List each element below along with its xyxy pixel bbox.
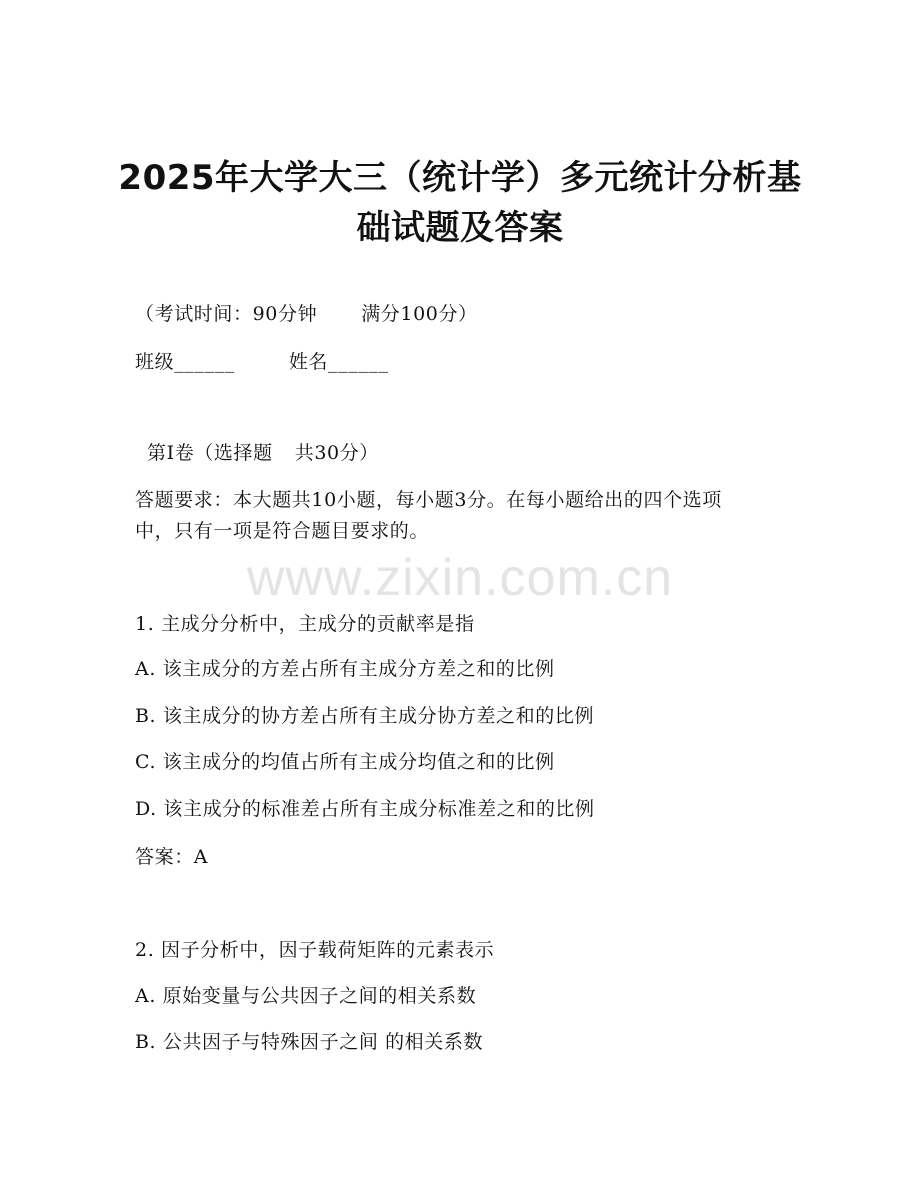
question-2-option-a: A. 原始变量与公共因子之间的相关系数 xyxy=(135,985,477,1007)
section-title: 第I卷（选择题 xyxy=(147,442,273,464)
section-points: 共30分） xyxy=(294,442,379,464)
question-2-stem: 2. 因子分析中，因子载荷矩阵的元素表示 xyxy=(135,939,495,961)
question-1-stem: 1. 主成分分析中，主成分的贡献率是指 xyxy=(135,613,475,635)
document-title-line-1: 2025年大学大三（统计学）多元统计分析基 xyxy=(118,158,802,198)
section-heading xyxy=(147,441,379,465)
instructions-line-1: 答题要求：本大题共10小题，每小题3分。在每小题给出的四个选项 xyxy=(135,489,722,511)
question-1-option-b: B. 该主成分的协方差占所有主成分协方差之和的比例 xyxy=(135,705,595,727)
exam-time: （考试时间：90分钟 xyxy=(135,303,318,325)
instructions-line-2: 中，只有一项是符合题目要求的。 xyxy=(135,520,430,542)
question-1-option-d: D. 该主成分的标准差占所有主成分标准差之和的比例 xyxy=(135,798,595,820)
question-1-answer: 答案：A xyxy=(135,846,209,868)
question-1-option-c: C. 该主成分的均值占所有主成分均值之和的比例 xyxy=(135,751,555,773)
exam-full-score: 满分100分） xyxy=(361,303,478,325)
question-2-option-b: B. 公共因子与特殊因子之间 的相关系数 xyxy=(135,1031,484,1053)
exam-info xyxy=(135,302,478,326)
watermark: www.zixin.com.cn xyxy=(246,549,674,607)
document-title-line-2: 础试题及答案 xyxy=(356,208,564,248)
class-field: 班级______ xyxy=(135,351,235,373)
name-field: 姓名______ xyxy=(288,351,389,373)
question-1-option-a: A. 该主成分的方差占所有主成分方差之和的比例 xyxy=(135,658,555,680)
student-fields xyxy=(135,350,389,374)
